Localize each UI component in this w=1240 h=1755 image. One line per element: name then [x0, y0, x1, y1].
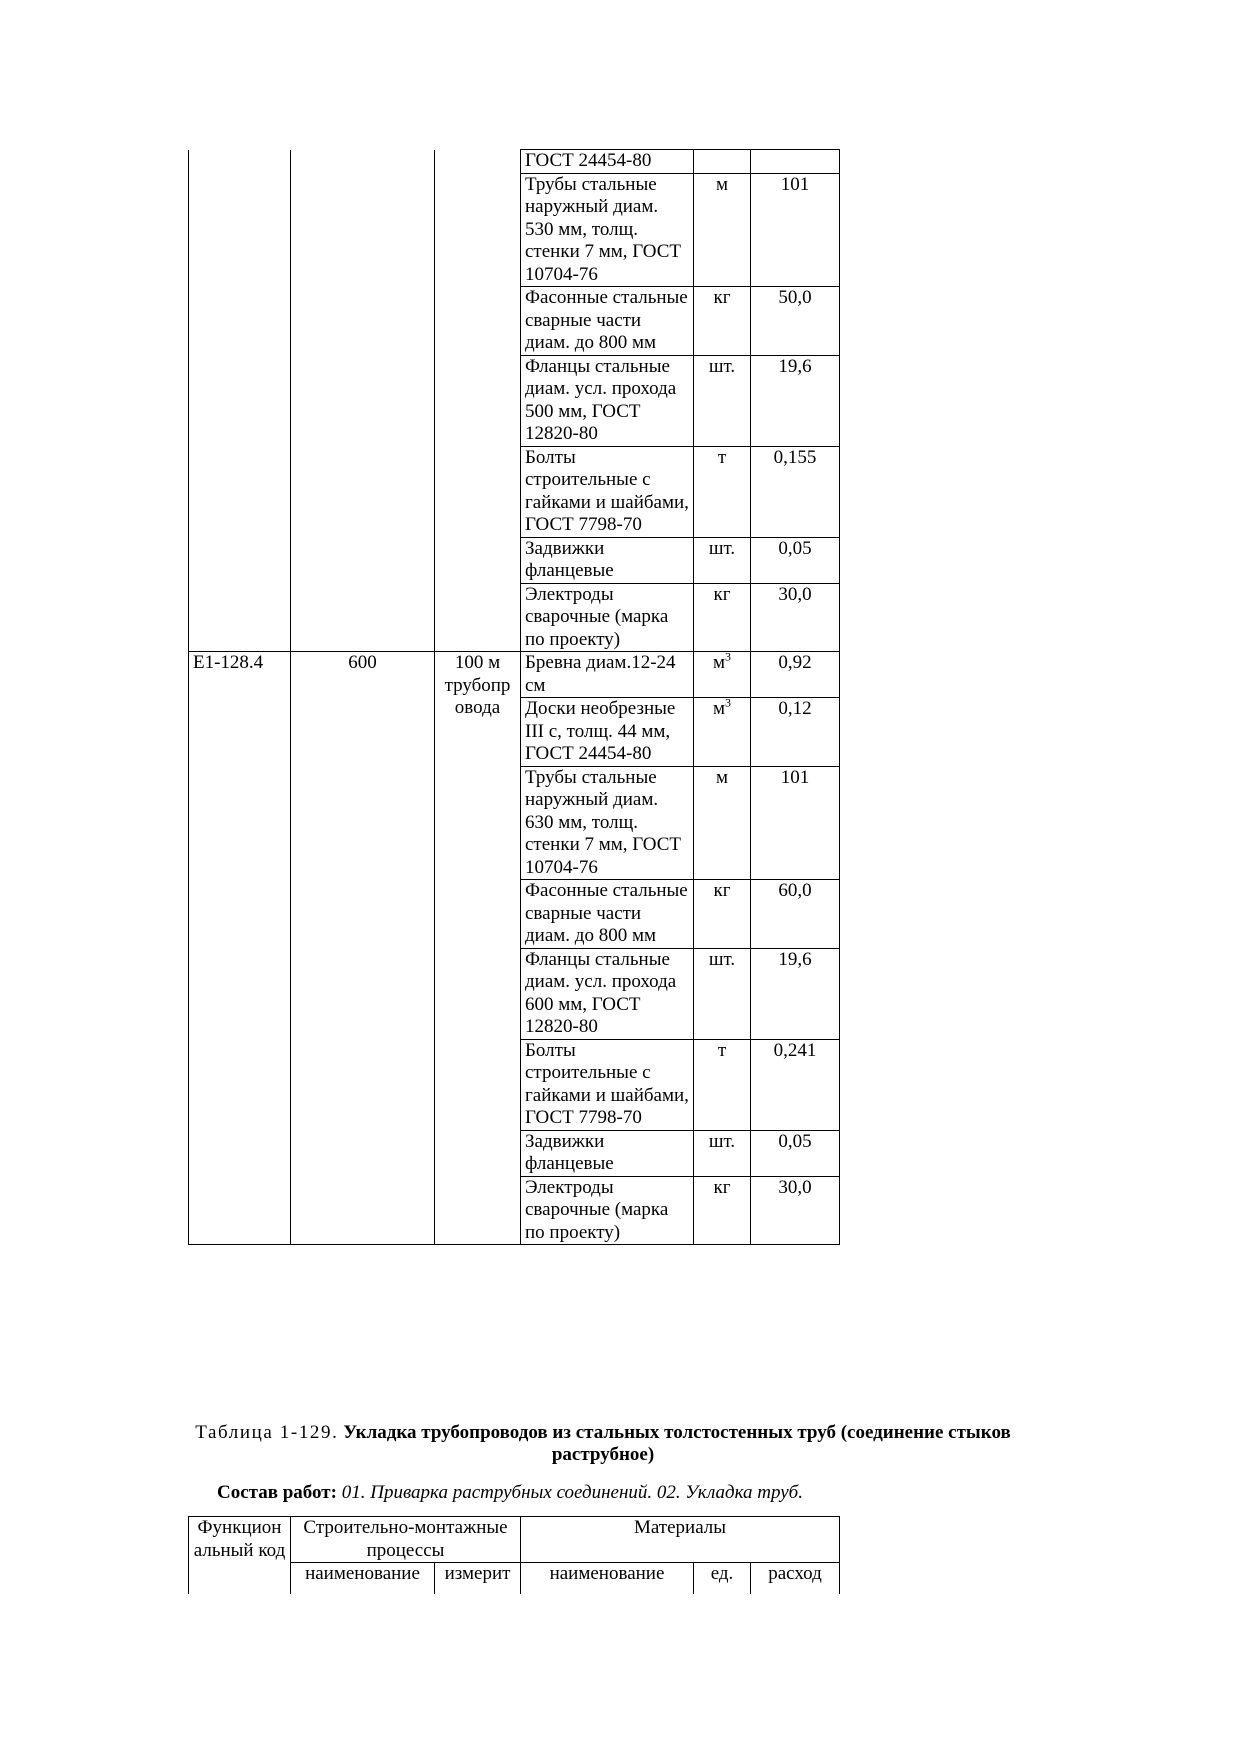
table-header-row	[189, 1517, 840, 1563]
material-name: Задвижки фланцевые	[521, 1130, 694, 1176]
material-qty: 0,92	[751, 652, 840, 698]
material-qty: 60,0	[751, 880, 840, 949]
material-qty: 0,05	[751, 1130, 840, 1176]
material-name: Фланцы стальные диам. усл. прохода 600 мм, ГОСТ 12820-80	[521, 948, 694, 1039]
material-unit: м	[694, 173, 751, 287]
material-name: Электроды сварочные (марка по проекту)	[521, 1176, 694, 1245]
composition-label: Состав работ:	[217, 1482, 337, 1503]
material-unit: т	[694, 446, 751, 537]
materials-table-header	[188, 1516, 840, 1594]
material-name: Задвижки фланцевые	[521, 537, 694, 583]
header-process-unit: измерит	[435, 1563, 521, 1595]
header-processes: Строительно-монтажные процессы	[291, 1517, 521, 1563]
material-name: Болты строительные с гайками и шайбами, ГОСТ 7798-70	[521, 1039, 694, 1130]
material-unit: кг	[694, 287, 751, 356]
material-name: Фланцы стальные диам. усл. прохода 500 мм, ГОСТ 12820-80	[521, 355, 694, 446]
material-name: Фасонные стальные сварные части диам. до 800 мм	[521, 880, 694, 949]
material-qty: 30,0	[751, 583, 840, 652]
header-process-name: наименование	[291, 1563, 435, 1595]
material-qty: 50,0	[751, 287, 840, 356]
unit-superscript: 3	[725, 649, 732, 664]
material-unit: кг	[694, 880, 751, 949]
material-qty: 0,05	[751, 537, 840, 583]
cost-cell: 600	[291, 652, 435, 1245]
material-unit: кг	[694, 583, 751, 652]
header-material-name: наименование	[521, 1563, 694, 1595]
header-material-unit: ед.	[694, 1563, 751, 1595]
material-name: Доски необрезные III с, толщ. 44 мм, ГОСТ 24454-80	[521, 698, 694, 767]
material-qty: 0,155	[751, 446, 840, 537]
material-name: Трубы стальные наружный диам. 630 мм, толщ. стенки 7 мм, ГОСТ 10704-76	[521, 766, 694, 880]
material-unit: шт.	[694, 355, 751, 446]
measure-cell: 100 м трубопр овода	[435, 652, 521, 1245]
material-unit: м	[694, 766, 751, 880]
material-unit: шт.	[694, 1130, 751, 1176]
material-qty: 19,6	[751, 355, 840, 446]
material-qty: 30,0	[751, 1176, 840, 1245]
code-cell: Е1-128.4	[189, 652, 291, 1245]
header-materials: Материалы	[521, 1517, 840, 1563]
material-name: Бревна диам.12-24 см	[521, 652, 694, 698]
material-qty: 101	[751, 766, 840, 880]
material-unit: кг	[694, 1176, 751, 1245]
material-unit: шт.	[694, 537, 751, 583]
material-qty: 101	[751, 173, 840, 287]
material-name: Трубы стальные наружный диам. 530 мм, толщ. стенки 7 мм, ГОСТ 10704-76	[521, 173, 694, 287]
unit-text: м	[712, 698, 726, 719]
material-name: Болты строительные с гайками и шайбами, ГОСТ 7798-70	[521, 446, 694, 537]
caption-prefix: Таблица 1-129.	[195, 1422, 339, 1443]
header-functional-code: Функцион альный код	[189, 1517, 291, 1595]
unit-text: м	[712, 652, 726, 673]
caption-title: Укладка трубопроводов из стальных толстостенных труб (соединение стыков раструбное)	[343, 1422, 1011, 1465]
material-qty: 0,241	[751, 1039, 840, 1130]
material-unit: т	[694, 1039, 751, 1130]
material-unit: шт.	[694, 948, 751, 1039]
unit-superscript: 3	[725, 695, 732, 710]
composition-text: 01. Приварка раструбных соединений. 02. Укладка труб.	[341, 1482, 803, 1503]
header-material-qty: расход	[751, 1563, 840, 1595]
material-name: Электроды сварочные (марка по проекту)	[521, 583, 694, 652]
material-qty: 19,6	[751, 948, 840, 1039]
material-name: Фасонные стальные сварные части диам. до 800 мм	[521, 287, 694, 356]
material-qty: 0,12	[751, 698, 840, 767]
material-name: ГОСТ 24454-80	[521, 150, 694, 174]
